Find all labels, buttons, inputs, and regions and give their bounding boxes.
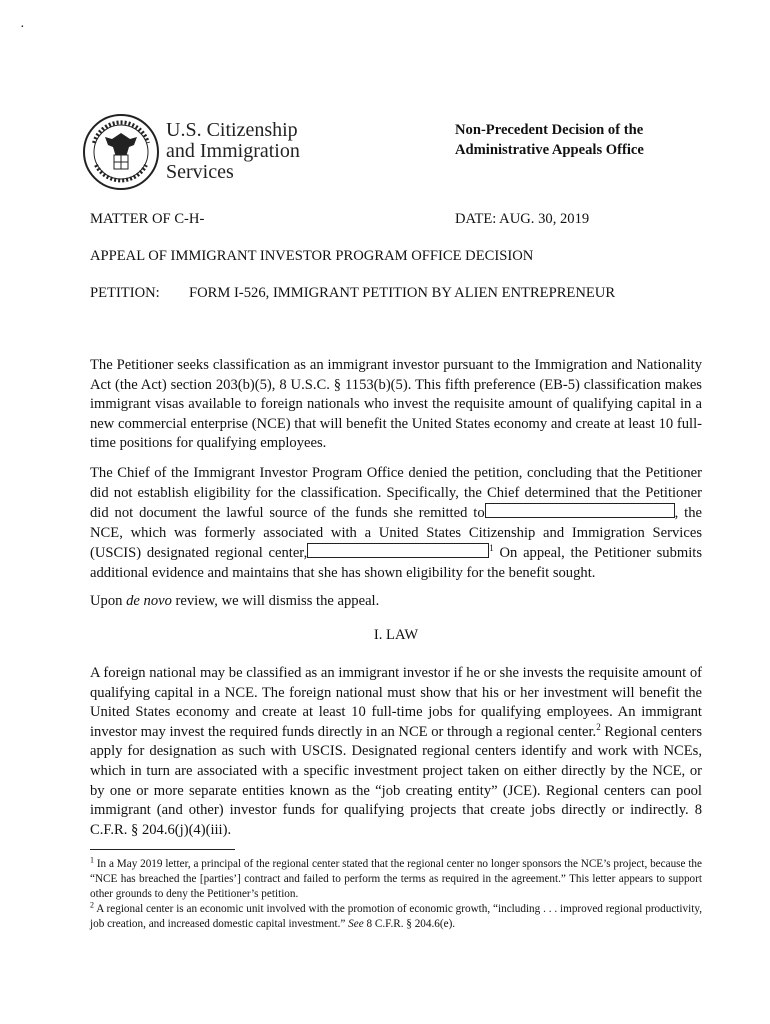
date-line: DATE: AUG. 30, 2019	[455, 211, 590, 227]
footnote-ref-2: 2	[596, 721, 601, 732]
footnote-ref-1: 1	[489, 543, 494, 554]
footnote-1-number: 1	[90, 855, 94, 865]
footnote-2-number: 2	[90, 900, 94, 910]
paragraph-2-part-2: , the NCE, which was formerly associated with a United States Citizenship and Immigration Services (USCIS) designated regional center,	[90, 505, 702, 562]
agency-line-2: and Immigration	[166, 140, 300, 162]
agency-line-3: Services	[166, 161, 234, 183]
redaction-box	[307, 543, 489, 558]
paragraph-2-part-1: The Chief of the Immigrant Investor Program Office denied the petition, concluding that the Petitioner did not establish eligibility for the classification. Specifically, the Chief determined that the Petitioner did not document the lawful source of the funds she remitted to	[90, 465, 702, 522]
petition-line	[90, 285, 615, 302]
decision-line-1: Non-Precedent Decision of the	[455, 122, 644, 138]
paragraph-3-after: review, we will dismiss the appeal.	[171, 593, 380, 609]
petition-value: FORM I-526, IMMIGRANT PETITION BY ALIEN ENTREPRENEUR	[189, 285, 616, 301]
paragraph-4-text: A foreign national may be classified as an immigrant investor if he or she invests the requisite amount of qualifying capital in a NCE. The foreign national must show that his or her investment will benefit the United States economy and create at least 10 full-time jobs for qualifying employees. An immigrant investor may invest the required funds directly in an NCE or through a regional center.	[90, 665, 702, 740]
appeal-line: APPEAL OF IMMIGRANT INVESTOR PROGRAM OFFICE DECISION	[90, 248, 534, 264]
paragraph-4	[90, 664, 702, 840]
dhs-seal-logo	[82, 113, 160, 191]
footnote-2-see: See	[348, 917, 364, 930]
paragraph-3	[90, 592, 702, 612]
paragraph-3-before: Upon	[90, 593, 127, 609]
agency-line-1: U.S. Citizenship	[166, 119, 298, 141]
decision-line-2: Administrative Appeals Office	[455, 142, 644, 158]
footnote-divider	[90, 849, 235, 850]
footnote-1	[90, 857, 702, 901]
paragraph-4-text-2: Regional centers apply for designation as such with USCIS. Designated regional centers identify and work with NCEs, which in turn are associated with a specific investment project taken on either directly by the NCE, or by one or more separate entities known as the “job creating entity” (JCE). Regional centers can pool immigrant (and other) investor funds for qualifying projects that create jobs directly or indirectly. 8 C.F.R. § 204.6(j)(4)(iii).	[90, 723, 702, 838]
paragraph-2-part-3: On appeal, the Petitioner submits additional evidence and maintains that she has shown eligibility for the benefit sought.	[90, 545, 703, 581]
footnote-2-text-before: A regional center is an economic unit involved with the promotion of economic growth, “including . . . improved regional productivity, job creation, and increased domestic capital investment.”	[90, 903, 702, 930]
redaction-box	[485, 503, 675, 518]
footnote-2	[90, 902, 702, 932]
footnote-1-text: In a May 2019 letter, a principal of the regional center stated that the regional center no longer sponsors the NCE’s project, because the “NCE has breached the [parties’] contract and failed to perform the terms as required in the agreement.” This letter appears to support other grounds to deny the Petitioner’s petition.	[90, 858, 702, 900]
footnote-2-text-after: 8 C.F.R. § 204.6(e).	[363, 917, 456, 930]
petition-label: PETITION:	[90, 285, 160, 301]
de-novo-italic: de novo	[126, 593, 172, 609]
matter-line: MATTER OF C-H-	[90, 211, 205, 227]
paragraph-1: The Petitioner seeks classification as an immigrant investor pursuant to the Immigration and Nationality Act (the Act) section 203(b)(5), 8 U.S.C. § 1153(b)(5). This fifth preference (EB-5) classification makes immigrant visas available to foreign nationals who invest the requisite amount of qualifying capital in a new commercial enterprise (NCE) that will benefit the United States economy and create at least 10 full-time positions for qualifying employees.	[90, 357, 702, 452]
paragraph-2	[90, 464, 702, 584]
scan-speck: ·	[20, 20, 25, 35]
agency-name	[166, 120, 300, 183]
decision-type	[455, 120, 644, 160]
section-heading-law: I. LAW	[373, 627, 419, 643]
